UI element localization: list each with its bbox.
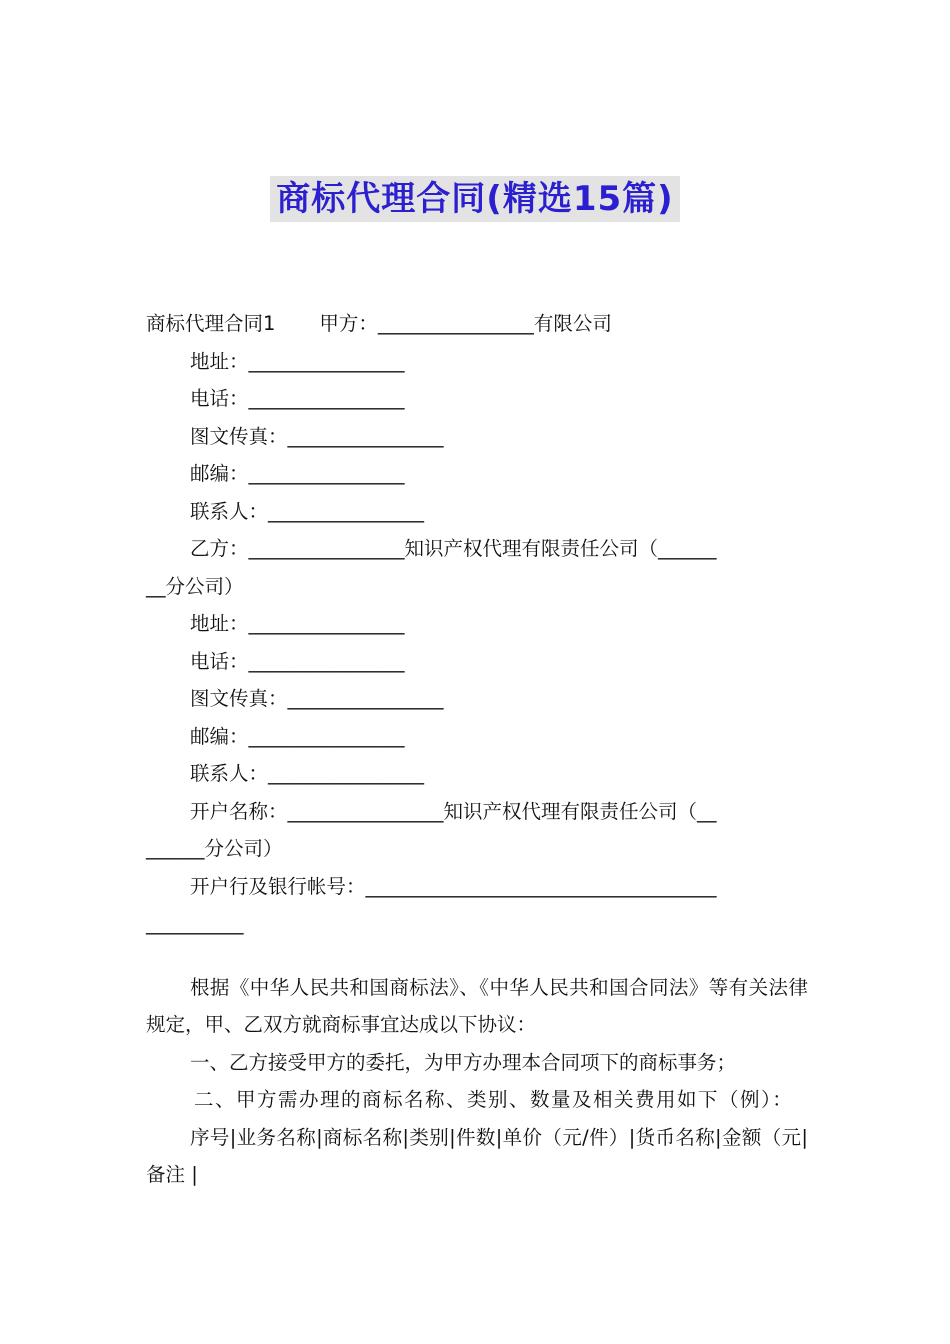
account-name-line2: ______分公司） xyxy=(146,837,283,860)
clause-2: 二、甲方需办理的商标名称、类别、数量及相关费用如下（例）： xyxy=(194,1088,794,1111)
bank-account-line2: __________ xyxy=(146,912,244,935)
party-b-line1: 乙方：________________知识产权代理有限责任公司（______ xyxy=(190,537,717,560)
document-body xyxy=(146,305,808,1194)
title-container xyxy=(0,176,950,222)
clause-1: 一、乙方接受甲方的委托，为甲方办理本合同项下的商标事务； xyxy=(190,1050,737,1074)
party-a-phone: 电话：________________ xyxy=(190,387,405,410)
party-b-fax: 图文传真：________________ xyxy=(190,687,444,710)
basis-paragraph: 根据《中华人民共和国商标法》、《中华人民共和国合同法》等有关法律规定，甲、乙双方就商标事宜达成以下协议： xyxy=(146,975,808,1036)
party-a-label: 甲方：________________有限公司 xyxy=(319,312,612,335)
contract-label: 商标代理合同1 xyxy=(146,312,276,335)
party-a-contact: 联系人：________________ xyxy=(190,499,425,523)
party-b-address: 地址：________________ xyxy=(190,612,405,635)
party-a-address: 地址：________________ xyxy=(190,349,405,373)
party-a-postcode: 邮编：________________ xyxy=(190,462,405,485)
heading-line xyxy=(146,305,808,343)
party-b-postcode: 邮编：________________ xyxy=(190,724,405,748)
spacer xyxy=(146,943,808,969)
document-title: 商标代理合同(精选15篇) xyxy=(270,176,679,222)
party-b-contact: 联系人：________________ xyxy=(190,762,425,785)
party-b-line2: __分公司） xyxy=(146,574,244,598)
table-header-text: 序号|业务名称|商标名称|类别|件数|单价（元/件）|货币名称|金额（元|备注 | xyxy=(146,1125,808,1186)
bank-account-line1: 开户行及银行帐号：____________________________________ xyxy=(190,874,717,898)
party-a-fax: 图文传真：________________ xyxy=(190,424,444,448)
party-b-phone: 电话：________________ xyxy=(190,649,405,673)
account-name-line1: 开户名称：________________知识产权代理有限责任公司（__ xyxy=(190,799,717,823)
